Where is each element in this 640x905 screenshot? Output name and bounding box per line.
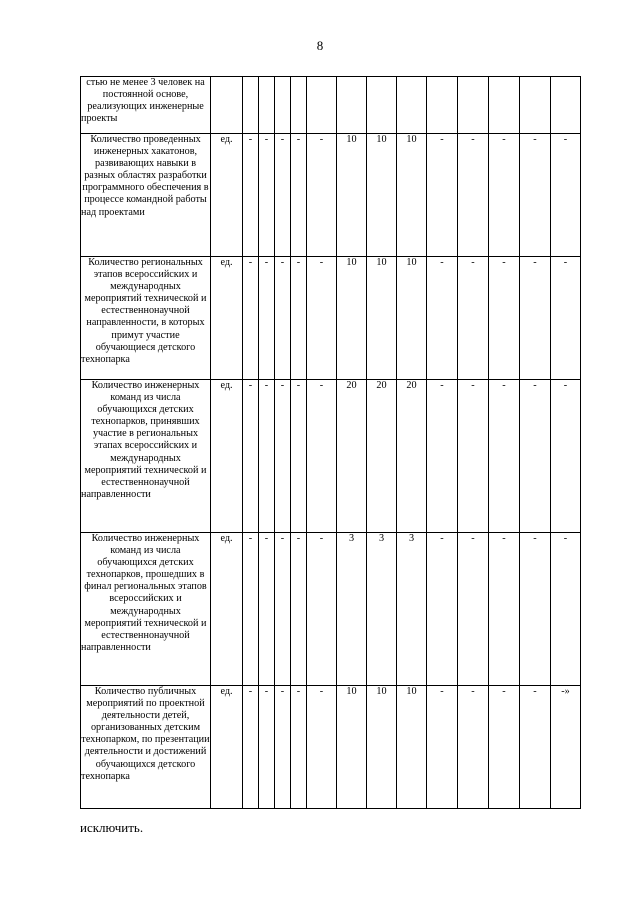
value-cell: - — [489, 257, 520, 380]
table-row — [81, 77, 581, 134]
value-cell: - — [259, 257, 275, 380]
closing-text: исключить. — [80, 820, 144, 835]
value-cell: - — [275, 533, 291, 686]
value-cell: - — [243, 533, 259, 686]
value-cell — [275, 77, 291, 134]
value-cell: 10 — [367, 686, 397, 809]
value-cell: 20 — [397, 380, 427, 533]
value-cell: - — [259, 134, 275, 257]
value-cell: - — [307, 134, 337, 257]
table-row — [81, 533, 581, 686]
value-cell: - — [291, 380, 307, 533]
value-cell: - — [307, 533, 337, 686]
value-cell: - — [291, 686, 307, 809]
indicator-name: Количество проведенных инженерных хакатонов, развивающих навыки в разных областях разработки программного обеспечения в процессе командной работы над проектами — [81, 134, 211, 257]
indicator-name: Количество инженерных команд из числа обучающихся детских технопарков, принявших участие в региональных этапах всероссийских и международных мероприятий технической и естественнонаучной направленности — [81, 380, 211, 533]
value-cell: - — [458, 380, 489, 533]
value-cell: - — [243, 134, 259, 257]
value-cell: - — [489, 686, 520, 809]
value-cell: - — [243, 686, 259, 809]
value-cell: - — [275, 257, 291, 380]
value-cell: - — [551, 257, 581, 380]
value-cell: 20 — [367, 380, 397, 533]
value-cell: - — [307, 380, 337, 533]
value-cell: - — [520, 380, 551, 533]
value-cell: - — [427, 686, 458, 809]
value-cell: -» — [551, 686, 581, 809]
unit-cell: ед. — [211, 380, 243, 533]
value-cell: - — [275, 686, 291, 809]
value-cell: - — [520, 257, 551, 380]
value-cell: - — [243, 257, 259, 380]
indicator-name: Количество инженерных команд из числа обучающихся детских технопарков, прошедших в финал региональных этапов всероссийских и международных мероприятий технической и естественнонаучной направленности — [81, 533, 211, 686]
value-cell: 10 — [337, 134, 367, 257]
value-cell: - — [291, 134, 307, 257]
value-cell — [259, 77, 275, 134]
value-cell — [291, 77, 307, 134]
page-number: 8 — [316, 38, 324, 53]
unit-cell: ед. — [211, 533, 243, 686]
value-cell: - — [458, 686, 489, 809]
value-cell: - — [307, 686, 337, 809]
value-cell: - — [427, 533, 458, 686]
value-cell: - — [259, 686, 275, 809]
table-row — [81, 257, 581, 380]
value-cell: 3 — [367, 533, 397, 686]
value-cell: - — [520, 533, 551, 686]
table-row — [81, 134, 581, 257]
value-cell: 20 — [337, 380, 367, 533]
value-cell — [551, 77, 581, 134]
value-cell: - — [489, 533, 520, 686]
value-cell: - — [458, 533, 489, 686]
value-cell: - — [291, 533, 307, 686]
value-cell: 10 — [397, 686, 427, 809]
value-cell: - — [520, 134, 551, 257]
unit-cell: ед. — [211, 134, 243, 257]
value-cell: - — [427, 380, 458, 533]
value-cell — [367, 77, 397, 134]
value-cell: 10 — [367, 134, 397, 257]
value-cell: 10 — [337, 257, 367, 380]
value-cell — [243, 77, 259, 134]
value-cell — [520, 77, 551, 134]
value-cell: 10 — [337, 686, 367, 809]
value-cell: - — [458, 257, 489, 380]
value-cell: 3 — [337, 533, 367, 686]
value-cell — [307, 77, 337, 134]
value-cell: - — [458, 134, 489, 257]
value-cell: - — [489, 134, 520, 257]
value-cell: - — [489, 380, 520, 533]
unit-cell: ед. — [211, 257, 243, 380]
indicator-name: Количество публичных мероприятий по проектной деятельности детей, организованных детским технопарком, по презентации деятельности и достижений обучающихся детского технопарка — [81, 686, 211, 809]
unit-cell — [211, 77, 243, 134]
indicator-name: стью не менее 3 человек на постоянной основе, реализующих инженерные проекты — [81, 77, 211, 134]
value-cell: - — [551, 533, 581, 686]
indicators-table — [80, 76, 581, 809]
value-cell: - — [551, 134, 581, 257]
value-cell: - — [520, 686, 551, 809]
table-row — [81, 380, 581, 533]
value-cell: - — [427, 134, 458, 257]
indicator-name: Количество региональных этапов всероссийских и международных мероприятий технической и естественнонаучной направленности, в которых примут участие обучающиеся детского технопарка — [81, 257, 211, 380]
value-cell: - — [243, 380, 259, 533]
value-cell: - — [291, 257, 307, 380]
value-cell: - — [427, 257, 458, 380]
value-cell — [397, 77, 427, 134]
value-cell: 3 — [397, 533, 427, 686]
table-row — [81, 686, 581, 809]
value-cell: - — [551, 380, 581, 533]
value-cell: - — [307, 257, 337, 380]
value-cell: - — [275, 380, 291, 533]
value-cell: 10 — [397, 134, 427, 257]
value-cell: - — [275, 134, 291, 257]
value-cell — [337, 77, 367, 134]
unit-cell: ед. — [211, 686, 243, 809]
value-cell: 10 — [397, 257, 427, 380]
value-cell — [427, 77, 458, 134]
value-cell: - — [259, 380, 275, 533]
value-cell — [489, 77, 520, 134]
value-cell — [458, 77, 489, 134]
value-cell: 10 — [367, 257, 397, 380]
value-cell: - — [259, 533, 275, 686]
